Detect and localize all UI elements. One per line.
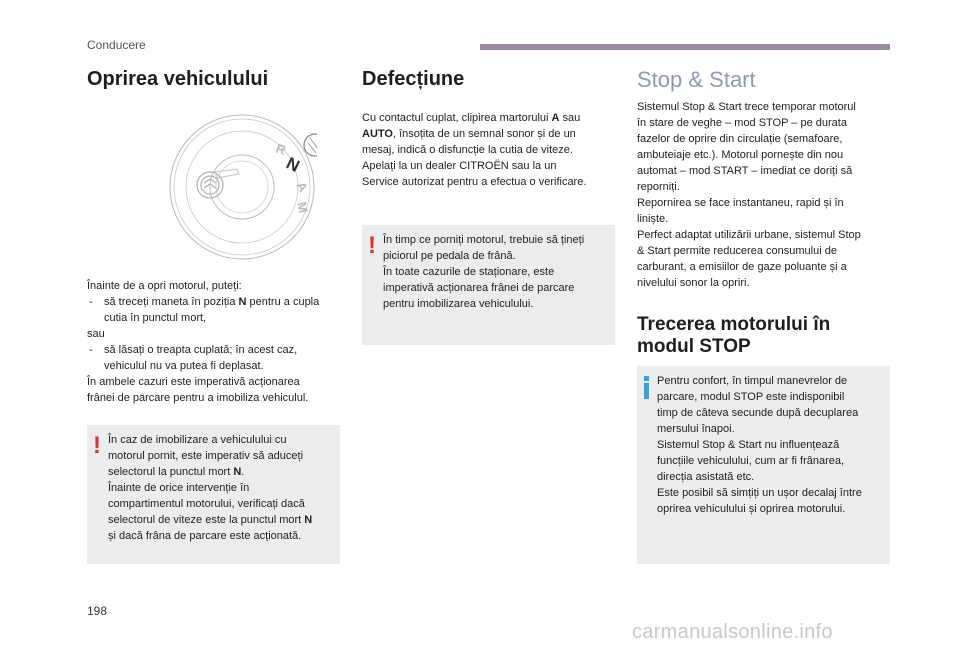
warning-box-imobilizare	[87, 425, 340, 564]
heading-oprirea: Oprirea vehiculului	[87, 68, 269, 90]
list-item: - să treceți maneta în poziția N pentru a cupla	[87, 294, 342, 310]
text-line: cutia în punctul mort,	[104, 312, 207, 324]
text-line: În ambele cazuri este imperativă acționarea	[87, 376, 300, 388]
warning-icon: !	[93, 432, 101, 459]
gear-letter-r: R	[274, 140, 288, 158]
page-number: 198	[87, 604, 108, 618]
warning-box-pornire	[362, 225, 615, 345]
intro-text	[87, 278, 342, 406]
stop-start-text: Sistemul Stop & Start trece temporar motorul în stare de veghe – mod STOP – pe durata fazelor de oprire din circulație (semafoare, ambuteiaje etc.). Motorul pornește din nou automat – mod START – imediat ce doriți să reporniți. Repornirea se face instantaneu, rapid și în liniște. Perfect adaptat utilizării urbane, sistemul Stop & Start permite reducerea consumului de carburant, a emisiilor de gaze poluante și a nivelului sonor la opriri.	[637, 101, 861, 289]
info-text: Pentru confort, în timpul manevrelor de parcare, modul STOP este indisponibil timp de câteva secunde după decuplarea mersului înapoi. Sistemul Stop & Start nu influențează funcțiile vehiculului, cum ar fi frânarea, direcția asistată etc. Este posibil să simțiți un ușor decalaj între oprirea vehiculului și oprirea motorului.	[657, 375, 862, 515]
text-line: Înainte de a opri motorul, puteți:	[87, 280, 242, 292]
text-line: sau	[87, 328, 105, 340]
gear-letter-a: A	[293, 179, 312, 195]
header-accent-bar	[480, 44, 890, 50]
selector-indicator	[215, 169, 239, 178]
text-line: frânei de parcare pentru a imobiliza vehiculul.	[87, 392, 309, 404]
watermark: carmanualsonline.info	[632, 621, 833, 643]
section-title: Conducere	[87, 38, 146, 52]
text-line: vehiculul nu va putea fi deplasat.	[104, 360, 264, 372]
defectiune-text: Cu contactul cuplat, clipirea martorului A sau AUTO, însoțita de un semnal sonor și de un mesaj, indică o disfuncție la cutia de viteze. Apelați la un dealer CITROËN sau la un Service autorizat pentru a efectua o verificare.	[362, 112, 587, 188]
heading-stop-start: Stop & Start	[637, 67, 756, 92]
warning-icon: !	[368, 232, 376, 259]
warning-text: În timp ce porniți motorul, trebuie să țineți piciorul pe pedala de frână. În toate cazurile de staționare, este imperativă acționarea frânei de parcare pentru imobilizarea vehiculului.	[383, 234, 585, 310]
heading-defectiune: Defecțiune	[362, 68, 465, 90]
list-item: - să lăsați o treapta cuplată; în acest caz,	[87, 342, 342, 358]
info-box-stop	[637, 366, 890, 564]
heading-trecerea-stop: Trecerea motorului în modul STOP	[637, 314, 831, 357]
gear-letter-n: N	[283, 153, 303, 176]
gear-letter-m: M	[294, 200, 311, 215]
gear-selector-illustration	[167, 112, 317, 262]
warning-text: În caz de imobilizare a vehiculului cu motorul pornit, este imperativ să aduceți selectorul la punctul mort N. Înainte de orice intervenție în compartimentul motorului, verificați dacă selectorul de viteze este la punctul mort N și dacă frâna de parcare este acționată.	[108, 434, 313, 542]
info-icon	[644, 376, 650, 398]
